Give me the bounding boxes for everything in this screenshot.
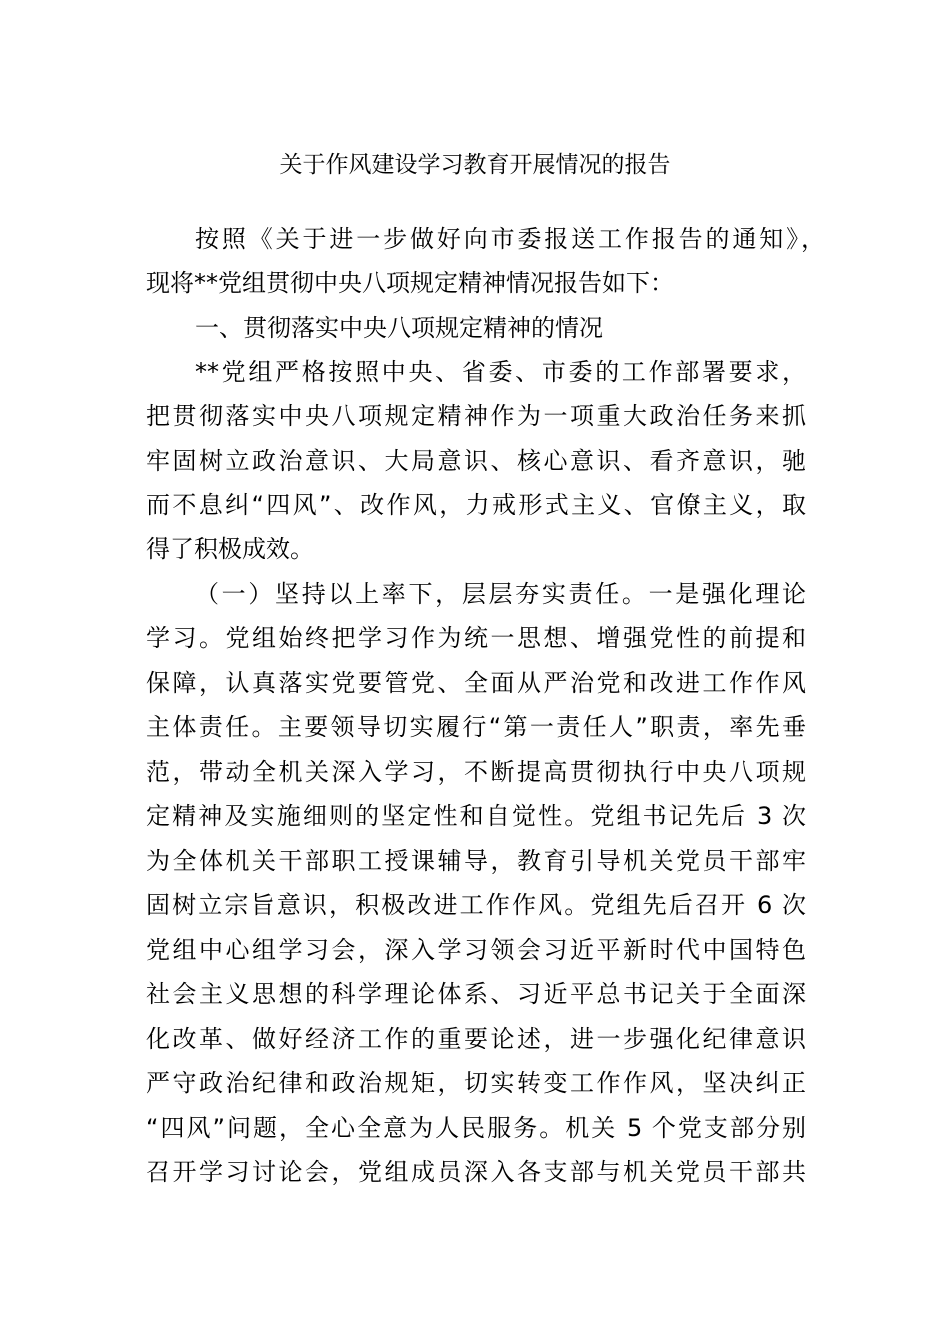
- paragraph-line: **党组严格按照中央、省委、市委的工作部署要求，: [195, 358, 806, 386]
- section-heading: 一、贯彻落实中央八项规定精神的情况: [195, 314, 603, 342]
- paragraph-line: 社会主义思想的科学理论体系、习近平总书记关于全面深: [146, 980, 806, 1008]
- paragraph-line: 而不息纠“四风”、改作风，力戒形式主义、官僚主义，取: [146, 491, 806, 519]
- paragraph-line: 按照《关于进一步做好向市委报送工作报告的通知》，: [195, 225, 825, 253]
- paragraph-line: 为全体机关干部职工授课辅导，教育引导机关党员干部牢: [146, 847, 806, 875]
- paragraph-line: 固树立宗旨意识，积极改进工作作风。党组先后召开 6 次: [146, 891, 806, 919]
- paragraph-line: 得了积极成效。: [146, 535, 314, 563]
- paragraph-line: 化改革、做好经济工作的重要论述，进一步强化纪律意识: [146, 1025, 806, 1053]
- document-title: 关于作风建设学习教育开展情况的报告: [279, 152, 671, 178]
- paragraph-line: （一）坚持以上率下，层层夯实责任。一是强化理论: [195, 580, 806, 608]
- paragraph-line: 范，带动全机关深入学习，不断提高贯彻执行中央八项规: [146, 758, 806, 786]
- paragraph-line: 保障，认真落实党要管党、全面从严治党和改进工作作风: [146, 669, 806, 697]
- paragraph-line: 定精神及实施细则的坚定性和自觉性。党组书记先后 3 次: [146, 802, 806, 830]
- paragraph-line: 学习。党组始终把学习作为统一思想、增强党性的前提和: [146, 624, 806, 652]
- paragraph-line: 严守政治纪律和政治规矩，切实转变工作作风，坚决纠正: [146, 1069, 806, 1097]
- paragraph-line: 把贯彻落实中央八项规定精神作为一项重大政治任务来抓: [146, 402, 806, 430]
- paragraph-line: 主体责任。主要领导切实履行“第一责任人”职责，率先垂: [146, 713, 806, 741]
- paragraph-line: 牢固树立政治意识、大局意识、核心意识、看齐意识，驰: [146, 447, 806, 475]
- paragraph-line: 党组中心组学习会，深入学习领会习近平新时代中国特色: [146, 936, 806, 964]
- paragraph-line: 召开学习讨论会，党组成员深入各支部与机关党员干部共: [146, 1158, 806, 1186]
- paragraph-line: “四风”问题，全心全意为人民服务。机关 5 个党支部分别: [146, 1114, 806, 1142]
- paragraph-line: 现将**党组贯彻中央八项规定精神情况报告如下：: [146, 269, 674, 297]
